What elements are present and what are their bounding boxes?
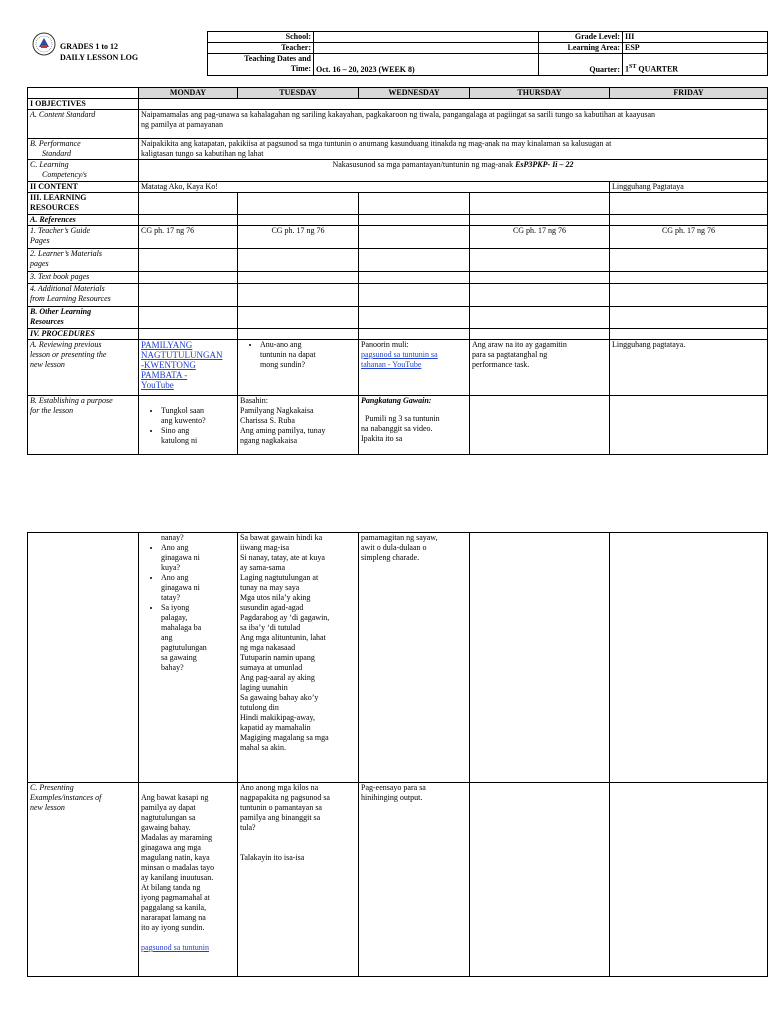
text-line: Pumili ng 3 sa tuntunin xyxy=(365,414,440,423)
proc-b-tuesday xyxy=(238,396,359,455)
cell xyxy=(610,284,768,307)
text-line: • Ano ang xyxy=(161,573,189,582)
title-line-1: GRADES 1 to 12 xyxy=(60,42,119,51)
text-line: Panoorin muli: xyxy=(361,340,409,349)
link-line: tahanan - YouTube xyxy=(361,360,422,369)
tg-tuesday: CG ph. 17 ng 76 xyxy=(238,226,359,249)
proc-c-line3: new lesson xyxy=(30,803,65,812)
text-line: Ipakita ito sa xyxy=(361,434,403,443)
proc-c-line1: C. Presenting xyxy=(30,783,74,792)
cell xyxy=(610,272,768,284)
text-line: mong sundin? xyxy=(260,360,306,369)
cell xyxy=(610,533,768,783)
deped-seal-icon xyxy=(32,32,56,56)
list-item xyxy=(161,573,235,603)
content-standard-label: A. Content Standard xyxy=(28,110,139,139)
spacer xyxy=(141,933,235,943)
poem-line: laging uunahin xyxy=(240,683,288,692)
proc-c-monday xyxy=(139,783,238,977)
text-line: Basahin: xyxy=(240,396,268,405)
poem-line: Sa gawaing bahay ako’y xyxy=(240,693,319,702)
link-line: PAMILYANG xyxy=(141,340,193,350)
quarter-value[interactable] xyxy=(623,54,768,76)
poem-line: Magiging magalang sa mga xyxy=(240,733,329,742)
cell xyxy=(470,396,610,455)
youtube-link-tuntunin[interactable] xyxy=(361,350,467,370)
proc-b-wednesday-cont xyxy=(359,533,470,783)
poem-line: sumaya at umunlad xyxy=(240,663,303,672)
objectives-blank xyxy=(139,99,768,110)
list-item xyxy=(161,603,235,673)
am-label-line2: from Learning Resources xyxy=(30,294,111,303)
text-line: Talakayin ito isa-isa xyxy=(240,853,305,862)
text-line: • Tungkol saan xyxy=(161,406,205,415)
content-standard-text xyxy=(139,110,768,139)
proc-b-wednesday xyxy=(359,396,470,455)
am-label xyxy=(28,284,139,307)
youtube-link-pamilyang[interactable] xyxy=(141,340,235,390)
cell xyxy=(470,307,610,329)
cell xyxy=(238,215,359,226)
cell xyxy=(470,783,610,977)
proc-a-wednesday xyxy=(359,340,470,396)
proc-c-line2: Examples/instances of xyxy=(30,793,102,802)
tg-label-line1: 1. Teacher’s Guide xyxy=(30,226,91,235)
proc-c-wednesday xyxy=(359,783,470,977)
tg-monday: CG ph. 17 ng 76 xyxy=(139,226,238,249)
poem-line: tunay na may saya xyxy=(240,583,300,592)
cell xyxy=(470,284,610,307)
text-line: pamilya ay dapat xyxy=(141,803,196,812)
text-line: Ang bawat kasapi ng xyxy=(141,793,209,802)
performance-standard-text xyxy=(139,139,768,160)
content-standard-line2: ng pamilya at pamayanan xyxy=(141,120,223,129)
text-line: nanay? xyxy=(161,533,184,542)
cell xyxy=(139,249,238,272)
text-line: gawaing bahay. xyxy=(141,823,191,832)
competency-sentence: Nakasusunod sa mga pamantayan/tuntunin ng mag-anak xyxy=(332,160,516,169)
poem-line: Pagdarabog ay ‘di gagawin, xyxy=(240,613,330,622)
cell xyxy=(139,215,238,226)
list-item xyxy=(161,406,235,426)
am-label-line1: 4. Additional Materials xyxy=(30,284,105,293)
text-line: tuntunin o pamantayan sa xyxy=(240,803,322,812)
poem-line: Si nanay, tatay, ate at kuya xyxy=(240,553,325,562)
cell xyxy=(610,215,768,226)
resources-heading xyxy=(28,193,139,215)
grade-value[interactable]: III xyxy=(623,32,768,43)
text-line: ang kuwento? xyxy=(161,416,206,425)
corner-cell xyxy=(28,88,139,99)
text-line: Madalas ay maraming xyxy=(141,833,213,842)
text-line: ito ay iyong sundin. xyxy=(141,923,205,932)
link-line: -KWENTONG xyxy=(141,360,196,370)
cell xyxy=(359,329,470,340)
lm-label-line1: 2. Learner’s Materials xyxy=(30,249,102,258)
text-line: ginagawa ni xyxy=(161,583,200,592)
proc-a-label xyxy=(28,340,139,396)
cell xyxy=(470,533,610,783)
group-activity-title: Pangkatang Gawain: xyxy=(361,396,432,405)
tb-label: 3. Text book pages xyxy=(28,272,139,284)
link-line: PAMBATA - xyxy=(141,370,188,380)
text-line: • Sino ang xyxy=(161,426,190,435)
cell xyxy=(610,329,768,340)
grade-label: Grade Level: xyxy=(539,32,623,43)
text-line: mahalaga ba xyxy=(161,623,202,632)
cell xyxy=(470,249,610,272)
text-line: hinihinging output. xyxy=(361,793,423,802)
text-line: awit o dula-dulaan o xyxy=(361,543,427,552)
tg-label xyxy=(28,226,139,249)
quarter-label: Quarter: xyxy=(539,54,623,76)
cell xyxy=(359,272,470,284)
proc-b-line2: for the lesson xyxy=(30,406,74,415)
day-wednesday: WEDNESDAY xyxy=(359,88,470,99)
link-pagsunod-sa-tuntunin[interactable]: pagsunod sa tuntunin xyxy=(141,943,209,952)
proc-b-tuesday-poem xyxy=(238,533,359,783)
text-line: Ano anong mga kilos na xyxy=(240,783,319,792)
proc-b-label xyxy=(28,396,139,455)
cell xyxy=(238,193,359,215)
cell xyxy=(610,249,768,272)
text-line: tula? xyxy=(240,823,256,832)
proc-b-line1: B. Establishing a purpose xyxy=(30,396,113,405)
cell xyxy=(238,284,359,307)
cell xyxy=(238,272,359,284)
school-label: School: xyxy=(208,32,314,43)
text-line: Pamilyang Nagkakaisa xyxy=(240,406,314,415)
link-line: NAGTUTULUNGAN xyxy=(141,350,223,360)
quarter-num: 1 xyxy=(625,65,629,74)
proc-a-thursday xyxy=(470,340,610,396)
text-line: pagtutulungan xyxy=(161,643,207,652)
performance-line2: kaligtasan tungo sa kabutihan ng lahat xyxy=(141,149,264,158)
lm-label-line2: pages xyxy=(30,259,49,268)
list-item xyxy=(260,340,356,370)
other-resources-label xyxy=(28,307,139,329)
proc-c-tuesday xyxy=(238,783,359,977)
text-line: Ang aming pamilya, tunay xyxy=(240,426,326,435)
tg-label-line2: Pages xyxy=(30,236,50,245)
cell xyxy=(139,284,238,307)
text-line: ginagawa ni xyxy=(161,553,200,562)
text-line: iyong pagmamahal at xyxy=(141,893,210,902)
spacer xyxy=(361,406,467,414)
proc-b-monday-cont xyxy=(139,533,238,783)
title-block xyxy=(60,41,138,63)
text-line: ang xyxy=(161,633,173,642)
poem-line: Mga utos nila’y aking xyxy=(240,593,311,602)
text-line: nararapat lamang na xyxy=(141,913,206,922)
text-line: performance task. xyxy=(472,360,530,369)
text-line: na nabanggit sa video. xyxy=(361,424,433,433)
content-monday: Matatag Ako, Kaya Ko! xyxy=(139,182,610,193)
proc-a-monday xyxy=(139,340,238,396)
cell xyxy=(238,249,359,272)
tg-wednesday xyxy=(359,226,470,249)
cell xyxy=(139,193,238,215)
cell xyxy=(139,307,238,329)
day-friday: FRIDAY xyxy=(610,88,768,99)
text-line: Ang araw na ito ay gagamitin xyxy=(472,340,567,349)
poem-line: mahal sa akin. xyxy=(240,743,286,752)
text-line: para sa pagtatanghal ng xyxy=(472,350,548,359)
area-label: Learning Area: xyxy=(539,43,623,54)
cell xyxy=(238,307,359,329)
link-line: pagsunod sa tuntunin sa xyxy=(361,350,438,359)
proc-a-tuesday xyxy=(238,340,359,396)
poem-line: sa iba’y ‘di tutulad xyxy=(240,623,301,632)
competency-label-line2: Competency/s xyxy=(42,170,87,179)
dates-value[interactable]: Oct. 16 – 20, 2023 (WEEK 8) xyxy=(314,54,539,76)
text-line: tuntunin na dapat xyxy=(260,350,316,359)
proc-c-label xyxy=(28,783,139,977)
poem-line: Tutuparin namin upang xyxy=(240,653,315,662)
competency-label-line1: C. Learning xyxy=(30,160,69,169)
text-line: paggalang sa kanila, xyxy=(141,903,207,912)
other-label-line2: Resources xyxy=(30,317,64,326)
tg-thursday: CG ph. 17 ng 76 xyxy=(470,226,610,249)
poem-line: Ang pag-aaral ay aking xyxy=(240,673,315,682)
poem-line: Laging nagtutulungan at xyxy=(240,573,319,582)
text-line: simpleng charade. xyxy=(361,553,420,562)
performance-label-line2: Standard xyxy=(42,149,72,158)
title-line-2: DAILY LESSON LOG xyxy=(60,53,139,62)
tg-friday: CG ph. 17 ng 76 xyxy=(610,226,768,249)
teacher-value[interactable] xyxy=(314,43,539,54)
text-line: pamilya ang binanggit sa xyxy=(240,813,321,822)
teacher-label: Teacher: xyxy=(208,43,314,54)
lesson-table-page1 xyxy=(27,87,768,455)
proc-a-line3: new lesson xyxy=(30,360,65,369)
quarter-sup: ST xyxy=(629,64,637,71)
text-line: nagpapakita ng pagsunod sa xyxy=(240,793,330,802)
list-item xyxy=(161,543,235,573)
cell xyxy=(610,396,768,455)
text-line: Pag-eensayo para sa xyxy=(361,783,426,792)
competency-code: EsP3PKP- Ii – 22 xyxy=(515,160,574,169)
cell xyxy=(470,215,610,226)
text-line: palagay, xyxy=(161,613,188,622)
lm-label xyxy=(28,249,139,272)
performance-standard-label xyxy=(28,139,139,160)
poem-line: ng mga nakasaad xyxy=(240,643,296,652)
text-line: Charissa S. Ruba xyxy=(240,416,295,425)
text-line: sa gawaing xyxy=(161,653,197,662)
cell xyxy=(359,284,470,307)
cell xyxy=(359,307,470,329)
text-line: ay kanilang inuutusan. xyxy=(141,873,214,882)
objectives-heading: I OBJECTIVES xyxy=(28,99,139,110)
link-line: YouTube xyxy=(141,380,174,390)
text-line: nagtutulungan sa xyxy=(141,813,196,822)
quarter-text: QUARTER xyxy=(636,65,679,74)
resources-heading-line1: III. LEARNING xyxy=(30,193,87,202)
poem-line: Ang mga alituntunin, lahat xyxy=(240,633,326,642)
cell xyxy=(470,193,610,215)
dates-label xyxy=(208,54,314,76)
text-line: • Ano ang xyxy=(161,543,189,552)
cell xyxy=(359,193,470,215)
poem-line: kapatid ay mamahalin xyxy=(240,723,311,732)
text-line: ginagawa ang mga xyxy=(141,843,201,852)
lesson-table-page2 xyxy=(27,532,768,977)
day-tuesday: TUESDAY xyxy=(238,88,359,99)
text-line: kuya? xyxy=(161,563,181,572)
poem-line: ay sama-sama xyxy=(240,563,286,572)
text-line: minsan o madalas tayo xyxy=(141,863,215,872)
text-line: ngang nagkakaisa xyxy=(240,436,298,445)
poem-line: susundin agad-agad xyxy=(240,603,304,612)
dates-label-line2: Time: xyxy=(290,64,311,73)
procedures-heading: IV. PROCEDURES xyxy=(28,329,139,340)
text-line: pamamagitan ng sayaw, xyxy=(361,533,438,542)
text-line: • Anu-ano ang xyxy=(260,340,302,349)
poem-line: Sa bawat gawain hindi ka xyxy=(240,533,323,542)
content-standard-line1: Naipamamalas ang pag-unawa sa kahalagahan ng sariling kakayahan, pagkakaroon ng tiwala, pangangalaga at pagiingat sa sarili tungo sa kabutihan at kaayusan xyxy=(141,110,656,119)
cell xyxy=(359,215,470,226)
spacer xyxy=(141,783,235,793)
cell xyxy=(139,329,238,340)
cell xyxy=(28,533,139,783)
competency-text xyxy=(139,160,768,182)
poem-line: Hindi makikipag-away, xyxy=(240,713,316,722)
day-monday: MONDAY xyxy=(139,88,238,99)
day-thursday: THURSDAY xyxy=(470,88,610,99)
competency-label xyxy=(28,160,139,182)
text-line: • Sa iyong xyxy=(161,603,190,612)
cell xyxy=(139,272,238,284)
proc-a-line1: A. Reviewing previous xyxy=(30,340,102,349)
dates-label-line1: Teaching Dates and xyxy=(244,54,311,63)
area-value[interactable]: ESP xyxy=(623,43,768,54)
cell xyxy=(238,329,359,340)
content-heading: II CONTENT xyxy=(28,182,139,193)
header-info-table xyxy=(207,31,768,76)
cell xyxy=(359,249,470,272)
proc-a-line2: lesson or presenting the xyxy=(30,350,107,359)
text-line: katulong ni xyxy=(161,436,198,445)
text-line: tatay? xyxy=(161,593,181,602)
proc-b-monday xyxy=(139,396,238,455)
text-line: bahay? xyxy=(161,663,184,672)
poem-line: tutulong din xyxy=(240,703,279,712)
list-item xyxy=(161,426,235,446)
text-line: At bilang tanda ng xyxy=(141,883,201,892)
spacer xyxy=(240,833,356,853)
performance-line1: Naipakikita ang katapatan, pakikiisa at pagsunod sa mga tuntunin o anumang kasunduang itinakda ng mag-anak na may kinalaman sa kalusugan at xyxy=(141,139,612,148)
cell xyxy=(610,783,768,977)
references-label: A. References xyxy=(28,215,139,226)
cell xyxy=(610,307,768,329)
resources-heading-line2: RESOURCES xyxy=(30,203,79,212)
proc-a-friday: Lingguhang pagtataya. xyxy=(610,340,768,396)
content-friday: Lingguhang Pagtataya xyxy=(610,182,768,193)
cell xyxy=(470,329,610,340)
cell xyxy=(610,193,768,215)
performance-label-line1: B. Performance xyxy=(30,139,81,148)
text-line: magulang natin, kaya xyxy=(141,853,210,862)
school-value[interactable] xyxy=(314,32,539,43)
other-label-line1: B. Other Learning xyxy=(30,307,92,316)
cell xyxy=(470,272,610,284)
poem-line: iiwang mag-isa xyxy=(240,543,290,552)
